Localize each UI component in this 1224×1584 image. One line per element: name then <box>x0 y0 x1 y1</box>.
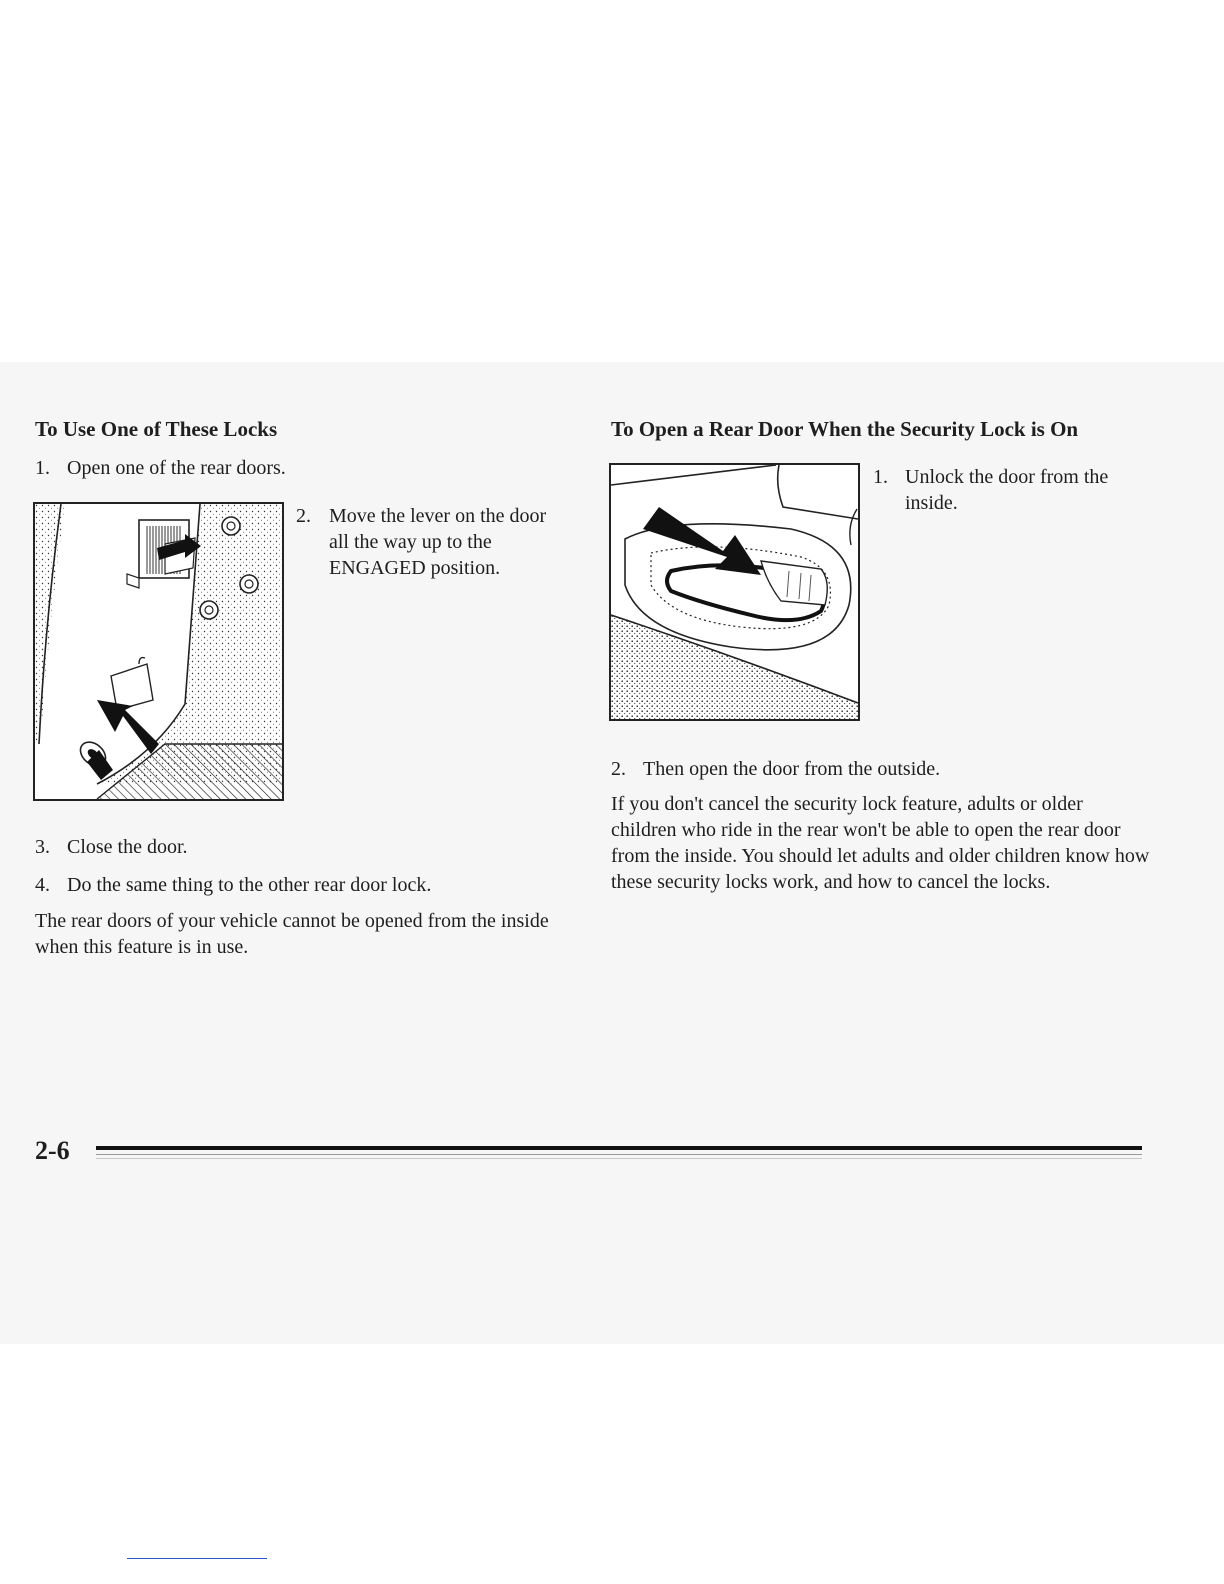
step-text: Unlock the door from the inside. <box>905 466 1109 514</box>
step-text: Move the lever on the door all the way up to the ENGAGED position. <box>329 505 547 579</box>
step-text: Open one of the rear doors. <box>67 457 286 479</box>
page-number: 2-6 <box>35 1136 70 1165</box>
step-number: 4. <box>35 874 50 896</box>
left-step-4 <box>35 872 555 898</box>
step-number: 2. <box>296 505 311 527</box>
right-section-heading: To Open a Rear Door When the Security Lock is On <box>611 417 1079 441</box>
footer-rule-thin <box>96 1154 1142 1155</box>
step-text: Then open the door from the outside. <box>643 758 941 780</box>
door-handle-illustration <box>609 463 860 721</box>
right-note: If you don't cancel the security lock feature, adults or older children who ride in the rear won't be able to open the rear door from the inside. You should let adults and older children know how these security locks work, and how to cancel the locks. <box>611 793 1150 893</box>
step-number: 2. <box>611 758 626 780</box>
inside-handle-diagram <box>611 465 858 719</box>
right-step-2 <box>611 756 1171 782</box>
left-step-2 <box>296 503 576 579</box>
right-step-1 <box>873 464 1163 514</box>
left-section-heading: To Use One of These Locks <box>35 417 278 441</box>
left-step-1 <box>35 455 555 481</box>
step-number: 3. <box>35 836 50 858</box>
footer-rule <box>96 1146 1142 1150</box>
bottom-decoration-line <box>127 1558 267 1559</box>
step-number: 1. <box>35 457 50 479</box>
door-lever-diagram <box>35 504 282 799</box>
left-step-3 <box>35 834 555 860</box>
step-number: 1. <box>873 466 888 488</box>
lever-illustration <box>33 502 284 801</box>
footer-rule-thin <box>96 1158 1142 1159</box>
step-text: Do the same thing to the other rear door lock. <box>67 874 432 896</box>
left-note: The rear doors of your vehicle cannot be opened from the inside when this feature is in use. <box>35 910 549 958</box>
step-text: Close the door. <box>67 836 188 858</box>
